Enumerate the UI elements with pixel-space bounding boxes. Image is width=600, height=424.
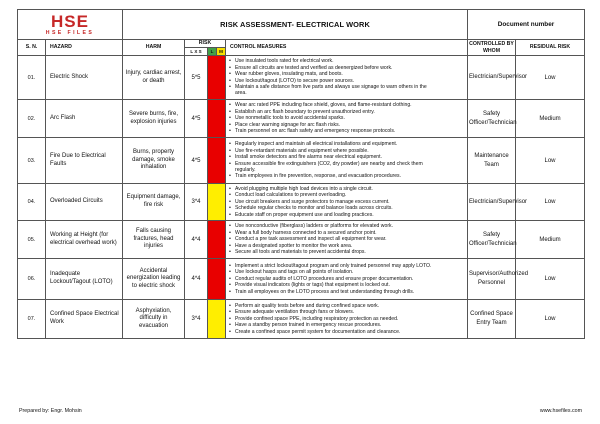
control-measure-item: • Use lockout/tagout (LOTO) to secure power sources. — [228, 78, 465, 84]
table-row — [18, 100, 585, 138]
control-measure-item: • Conduct a pre task assessment and inspect all equipment for wear. — [228, 236, 465, 242]
row-risk-rating: 4*4 — [185, 259, 208, 300]
row-harm: Equipment damage, fire risk — [123, 184, 185, 221]
row-residual-risk: Low — [516, 259, 585, 300]
logo-tagline: HSE FILES — [45, 29, 95, 36]
control-measure-item: • Educate staff on proper equipment use and loading practices. — [228, 212, 465, 218]
row-control-measures — [226, 184, 468, 221]
row-control-measures — [226, 56, 468, 100]
control-measure-item: • Use nonmetallic tools to avoid accidental sparks. — [228, 115, 465, 121]
control-measure-item: • Ensure all circuits are tested and verified as deenergized before work. — [228, 65, 465, 71]
row-harm: Injury, cardiac arrest, or death — [123, 56, 185, 100]
control-measure-item: • Train employees in fire prevention, response, and evacuation procedures. — [228, 173, 465, 179]
control-measure-item: • Maintain a safe distance from live parts and always use signage to warn others in the — [228, 84, 465, 90]
control-measure-item: • Use lockout hasps and tags on all points of isolation. — [228, 269, 465, 275]
header-harm: HARM — [123, 40, 185, 56]
control-measure-item: • Secure all tools and materials to prevent accidental drops. — [228, 249, 465, 255]
control-measure-item: • Use insulated tools rated for electrical work. — [228, 58, 465, 64]
row-control-measures — [226, 300, 468, 339]
row-hazard: Inadequate Lockout/Tagout (LOTO) — [46, 259, 123, 300]
control-measure-item: • Schedule regular checks to monitor and balance loads across circuits. — [228, 205, 465, 211]
control-measure-item: • Regularly inspect and maintain all electrical installations and equipment. — [228, 141, 465, 147]
row-harm: Accidental energization leading to electric shock — [123, 259, 185, 300]
header-m: M — [217, 48, 226, 56]
header-residual-risk: RESIDUAL RISK — [516, 40, 585, 56]
row-residual-risk: Medium — [516, 221, 585, 259]
header-hazard: HAZARD — [46, 40, 123, 56]
row-sn: 07. — [18, 300, 46, 339]
control-measure-item: regularly. — [235, 166, 256, 173]
header-l: L — [208, 48, 217, 56]
row-controlled-by: Electrician/Supervisor — [468, 56, 516, 100]
control-measure-item: • Create a confined space permit system for documentation and clearance. — [228, 329, 465, 335]
row-sn: 01. — [18, 56, 46, 100]
table-row — [18, 184, 585, 221]
row-controlled-by: Safety Officer/Technician — [468, 221, 516, 259]
row-hazard: Confined Space Electrical Work — [46, 300, 123, 339]
website-link[interactable]: www.hsefiles.com — [539, 408, 582, 414]
logo-cell — [18, 10, 123, 40]
row-control-measures — [226, 100, 468, 138]
control-measure-item: • Place clear warning signage for arc flash risks. — [228, 122, 465, 128]
logo-wordmark: HSE — [51, 11, 89, 31]
row-harm: Severe burns, fire, explosion injuries — [123, 100, 185, 138]
row-risk-level-indicator — [208, 100, 226, 138]
row-risk-level-indicator — [208, 259, 226, 300]
row-risk-level-indicator — [208, 300, 226, 339]
row-residual-risk: Medium — [516, 100, 585, 138]
control-measure-item: area. — [235, 90, 247, 97]
row-risk-level-indicator — [208, 184, 226, 221]
row-risk-rating: 3*4 — [185, 184, 208, 221]
row-hazard: Fire Due to Electrical Faults — [46, 138, 123, 184]
page-footer — [17, 408, 584, 418]
row-sn: 04. — [18, 184, 46, 221]
control-measure-item: • Establish an arc flash boundary to prevent unauthorized entry. — [228, 109, 465, 115]
row-controlled-by: Electrician/Supervisor — [468, 184, 516, 221]
row-sn: 02. — [18, 100, 46, 138]
header-control-measures: CONTROL MEASURES — [226, 40, 468, 56]
row-hazard: Electric Shock — [46, 56, 123, 100]
hse-files-logo — [18, 11, 122, 36]
control-measure-item: • Perform air quality tests before and during confined space work. — [228, 303, 465, 309]
row-controlled-by: Maintenance Team — [468, 138, 516, 184]
table-row — [18, 259, 585, 300]
control-measure-item: • Wear a full body harness connected to a secured anchor point. — [228, 230, 465, 236]
control-measure-item: • Wear arc rated PPE including face shield, gloves, and flame-resistant clothing. — [228, 102, 465, 108]
document-number-label: Document number — [468, 10, 585, 40]
row-control-measures — [226, 138, 468, 184]
row-sn: 03. — [18, 138, 46, 184]
row-risk-rating: 5*5 — [185, 56, 208, 100]
row-risk-level-indicator — [208, 138, 226, 184]
row-controlled-by: Safety Officer/Technician — [468, 100, 516, 138]
control-measure-item: • Train personnel on arc flash safety and emergency response protocols. — [228, 128, 465, 134]
control-measure-item: • Provide confined space PPE, including respiratory protection as needed. — [228, 316, 465, 322]
row-controlled-by: Supervisor/Authorized Personnel — [468, 259, 516, 300]
row-sn: 05. — [18, 221, 46, 259]
row-controlled-by: Confined Space Entry Team — [468, 300, 516, 339]
row-hazard: Overloaded Circuits — [46, 184, 123, 221]
row-harm: Falls causing fractures, head injuries — [123, 221, 185, 259]
control-measure-item: • Ensure adequate ventilation through fans or blowers. — [228, 309, 465, 315]
control-measure-item: • Ensure accessible fire extinguishers (CO2, dry powder) are nearby and check them — [228, 161, 465, 167]
table-row — [18, 56, 585, 100]
row-risk-level-indicator — [208, 56, 226, 100]
control-measure-item: • Wear rubber gloves, insulating mats, and boots. — [228, 71, 465, 77]
row-risk-rating: 4*4 — [185, 221, 208, 259]
control-measure-item: • Use nonconductive (fiberglass) ladders or platforms for elevated work. — [228, 223, 465, 229]
row-harm: Asphyxiation, difficulty in evacuation — [123, 300, 185, 339]
control-measure-item: • Conduct load calculations to prevent overloading. — [228, 192, 465, 198]
risk-assessment-sheet — [17, 9, 584, 339]
row-risk-rating: 4*5 — [185, 138, 208, 184]
row-control-measures — [226, 221, 468, 259]
control-measure-item: • Avoid plugging multiple high load devices into a single circuit. — [228, 186, 465, 192]
control-measure-item: • Use fire-retardant materials and equipment where possible. — [228, 148, 465, 154]
row-control-measures — [226, 259, 468, 300]
row-risk-rating: 3*4 — [185, 300, 208, 339]
row-residual-risk: Low — [516, 184, 585, 221]
document-title: RISK ASSESSMENT- ELECTRICAL WORK — [123, 10, 468, 40]
row-risk-rating: 4*5 — [185, 100, 208, 138]
control-measure-item: • Have a standby person trained in emergency rescue procedures. — [228, 322, 465, 328]
header-lxs: L X S — [185, 48, 208, 56]
control-measure-item: • Have a designated spotter to monitor the work area. — [228, 243, 465, 249]
control-measure-item: • Train all employees on the LOTO process and test understanding through drills. — [228, 289, 465, 295]
risk-assessment-table — [17, 9, 585, 339]
control-measure-item: • Use circuit breakers and surge protectors to manage excess current. — [228, 199, 465, 205]
row-hazard: Arc Flash — [46, 100, 123, 138]
prepared-by: Prepared by: Engr. Mohsin — [19, 408, 82, 414]
control-measure-item: • Install smoke detectors and fire alarms near electrical equipment. — [228, 154, 465, 160]
control-measure-item: • Implement a strict lockout/tagout program and only trained personnel may apply LOTO. — [228, 263, 465, 269]
row-risk-level-indicator — [208, 221, 226, 259]
header-risk: RISK — [185, 40, 226, 48]
row-sn: 06. — [18, 259, 46, 300]
header-sn: S. N. — [18, 40, 46, 56]
control-measure-item: • Provide visual indicators (lights or tags) that equipment is locked out. — [228, 282, 465, 288]
row-residual-risk: Low — [516, 56, 585, 100]
table-row — [18, 300, 585, 339]
header-controlled-by: CONTROLLED BY WHOM — [469, 41, 514, 54]
row-residual-risk: Low — [516, 300, 585, 339]
table-row — [18, 221, 585, 259]
control-measure-item: • Conduct regular audits of LOTO procedures and ensure proper documentation. — [228, 276, 465, 282]
row-hazard: Working at Height (for electrical overhead work) — [46, 221, 123, 259]
row-residual-risk: Low — [516, 138, 585, 184]
row-harm: Burns, property damage, smoke inhalation — [123, 138, 185, 184]
table-row — [18, 138, 585, 184]
